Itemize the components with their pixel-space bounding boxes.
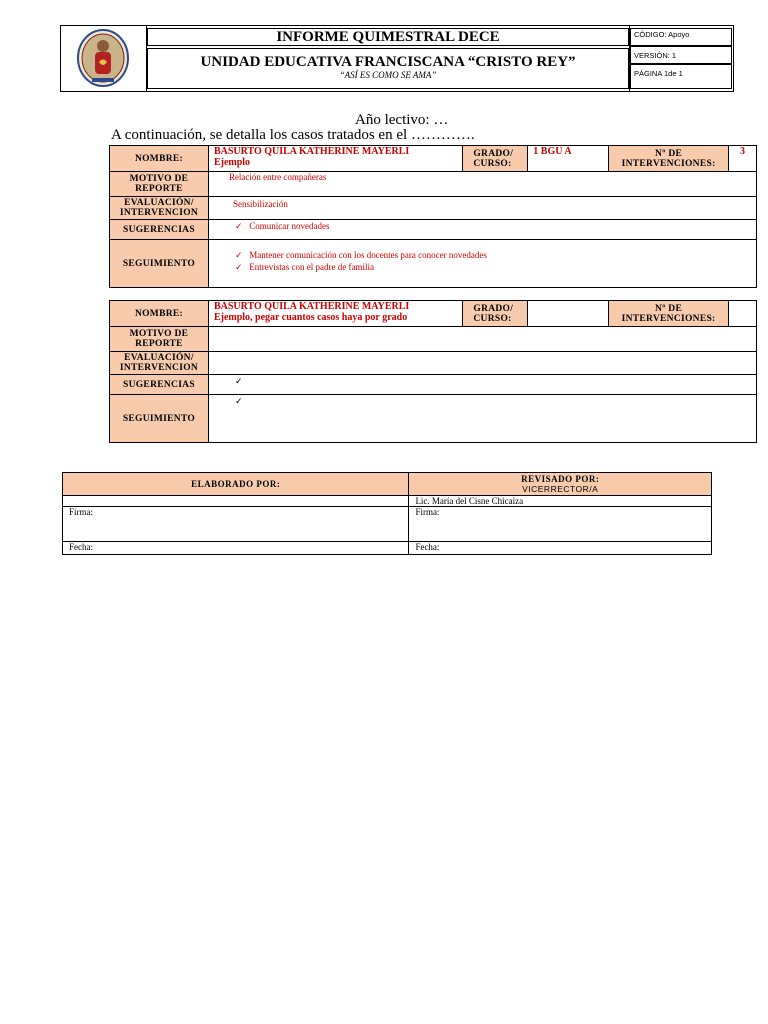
sugerencias-label: SUGERENCIAS — [110, 220, 209, 240]
firma-revisado: Firma: — [409, 507, 712, 542]
list-item — [235, 249, 756, 261]
student-name: BASURTO QUILA KATHERINE MAYERLI — [213, 146, 410, 157]
school-block — [147, 48, 629, 89]
student-name-cell — [208, 146, 462, 172]
report-title: INFORME QUIMESTRAL DECE — [147, 28, 629, 46]
intervenciones-label: Nº DE INTERVENCIONES: — [609, 146, 729, 172]
intervenciones-label: Nº DE INTERVENCIONES: — [609, 301, 729, 327]
evaluacion-label: EVALUACIÓN/ INTERVENCION — [110, 352, 209, 375]
seguimiento-text: Entrevistas con el padre de familia — [249, 262, 374, 272]
seguimiento-label: SEGUIMIENTO — [110, 395, 209, 443]
checkmark-icon: ✓ — [234, 396, 243, 406]
case-note: Ejemplo, pegar cuantos casos haya por grado — [213, 312, 408, 323]
pagina-field: PÁGINA 1de 1 — [630, 64, 732, 89]
checkmark-icon: ✓ — [234, 376, 243, 386]
nombre-label: NOMBRE: — [110, 301, 209, 327]
logo-cell — [61, 26, 147, 91]
school-name: UNIDAD EDUCATIVA FRANCISCANA “CRISTO REY” — [200, 54, 576, 70]
firma-elaborado: Firma: — [63, 507, 409, 542]
school-seal-logo — [68, 28, 138, 88]
list-item — [235, 395, 756, 407]
codigo-field: CÓDIGO: Apoyo — [630, 28, 732, 46]
seguimiento-list — [208, 240, 756, 288]
grado-label: GRADO/ CURSO: — [463, 146, 528, 172]
list-item — [235, 261, 756, 273]
seguimiento-list — [208, 395, 756, 443]
case-note: Ejemplo — [213, 157, 251, 168]
sugerencias-list — [208, 220, 756, 240]
intervenciones-value — [729, 301, 757, 327]
elaborado-label: ELABORADO POR: — [63, 473, 409, 496]
version-field: VERSIÓN: 1 — [630, 46, 732, 64]
grado-value: 1 BGU A — [528, 146, 609, 172]
school-motto: “ASÍ ES COMO SE AMA” — [339, 70, 437, 80]
revisado-name: Lic. María del Cisne Chicaiza — [409, 496, 712, 507]
checkmark-icon: ✓ — [234, 221, 243, 231]
student-name-cell — [208, 301, 462, 327]
student-name: BASURTO QUILA KATHERINE MAYERLI — [213, 301, 410, 312]
evaluacion-value: Sensibilización — [208, 197, 756, 220]
revisado-header — [409, 473, 712, 496]
revisado-label: REVISADO POR: — [521, 474, 600, 484]
signature-table — [62, 472, 712, 555]
grado-value — [528, 301, 609, 327]
checkmark-icon: ✓ — [234, 250, 243, 260]
evaluacion-value — [208, 352, 756, 375]
elaborado-name — [63, 496, 409, 507]
case-table-1 — [109, 145, 757, 288]
header-meta — [629, 26, 733, 91]
sugerencias-label: SUGERENCIAS — [110, 375, 209, 395]
checkmark-icon: ✓ — [234, 262, 243, 272]
header-title-area — [147, 26, 689, 91]
document-header — [60, 25, 734, 92]
nombre-label: NOMBRE: — [110, 146, 209, 172]
motivo-value — [208, 327, 756, 352]
fecha-revisado: Fecha: — [409, 542, 712, 555]
intro-text: A continuación, se detalla los casos tratados en el …………. — [111, 127, 475, 143]
motivo-value: Relación entre compañeras — [208, 172, 756, 197]
sugerencias-list — [208, 375, 756, 395]
ano-lectivo: Año lectivo: … — [355, 112, 449, 128]
list-item — [235, 220, 756, 232]
revisado-role: VICERRECTOR/A — [522, 484, 599, 494]
motivo-label: MOTIVO DE REPORTE — [110, 172, 209, 197]
seguimiento-text: Mantener comunicación con los docentes para conocer novedades — [249, 250, 487, 260]
motivo-label: MOTIVO DE REPORTE — [110, 327, 209, 352]
seguimiento-label: SEGUIMIENTO — [110, 240, 209, 288]
grado-label: GRADO/ CURSO: — [463, 301, 528, 327]
fecha-elaborado: Fecha: — [63, 542, 409, 555]
intervenciones-value: 3 — [729, 146, 757, 172]
case-table-2 — [109, 300, 757, 443]
sugerencia-text: Comunicar novedades — [249, 221, 330, 231]
evaluacion-label: EVALUACIÓN/ INTERVENCION — [110, 197, 209, 220]
list-item — [235, 375, 756, 387]
